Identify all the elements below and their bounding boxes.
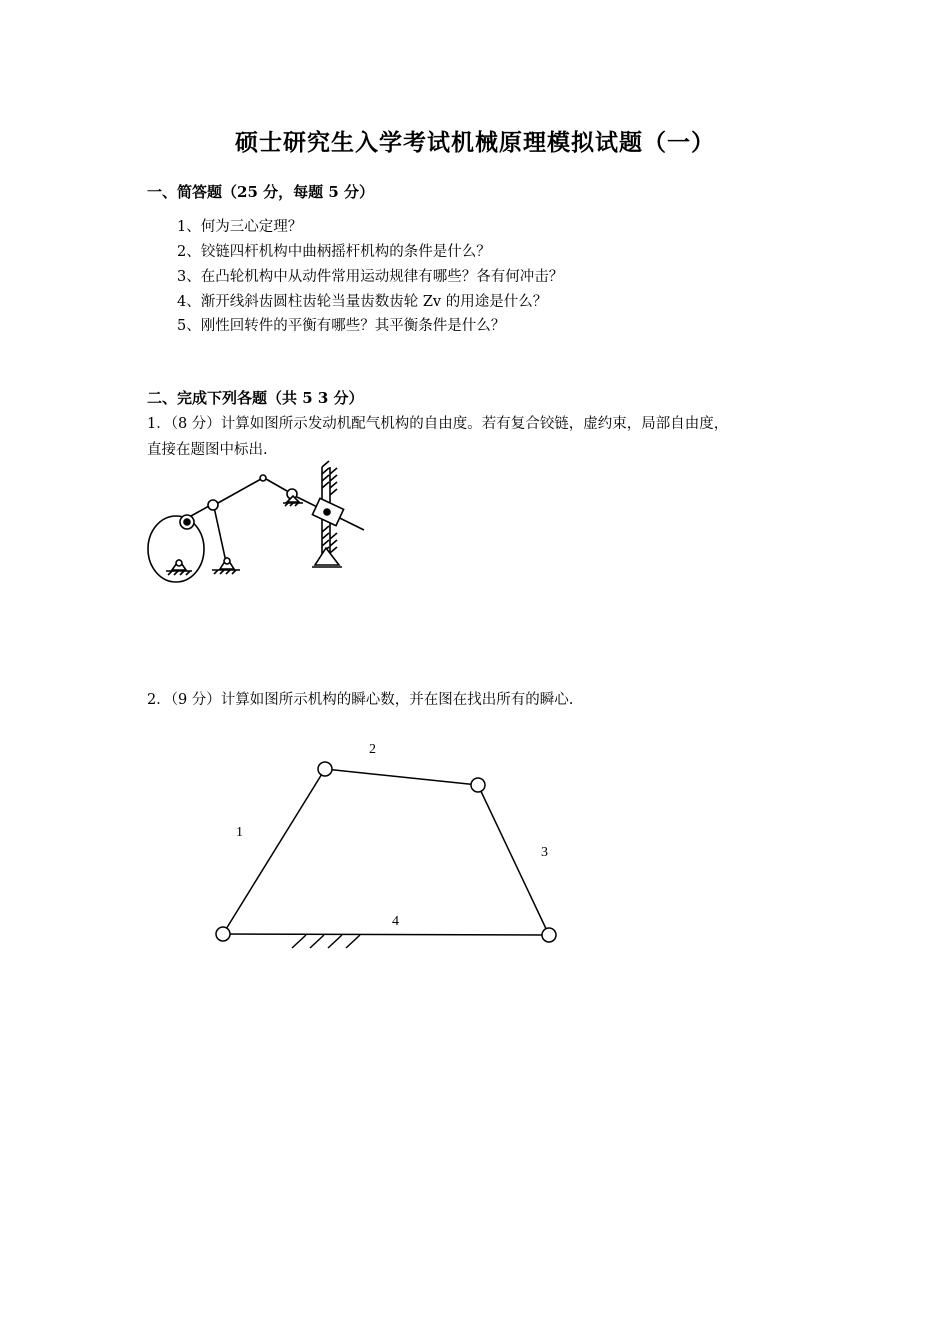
section2-heading: 二、完成下列各题（共 5 3 分） [147, 389, 364, 407]
link-label-3: 3 [541, 845, 548, 860]
joint-c [471, 778, 485, 792]
link-2 [325, 769, 478, 785]
section1-heading: 一、简答题（25 分，每题 5 分） [147, 183, 374, 201]
question-4: 4、渐开线斜齿圆柱齿轮当量齿数齿轮 Zv 的用途是什么？ [177, 294, 548, 310]
joint-d [542, 928, 556, 942]
link-label-4: 4 [392, 914, 399, 929]
joint-a [216, 927, 230, 941]
link-label-1: 1 [236, 825, 243, 840]
link-label-2: 2 [369, 742, 376, 757]
ground-hatch [292, 935, 306, 948]
question-2: 2、铰链四杆机构中曲柄摇杆机构的条件是什么？ [177, 244, 491, 260]
link-1 [223, 769, 325, 934]
question-3: 3、在凸轮机构中从动件常用运动规律有哪些？各有何冲击？ [177, 269, 564, 285]
problem1-text-line2: 直接在题图中标出. [147, 442, 268, 458]
problem2-text: 2．（9 分）计算如图所示机构的瞬心数，并在图在找出所有的瞬心. [147, 692, 574, 708]
problem1-text-line1: 1．（8 分）计算如图所示发动机配气机构的自由度。若有复合铰链，虚约束，局部自由度， [147, 416, 729, 432]
link-4 [223, 934, 549, 935]
page-title: 硕士研究生入学考试机械原理模拟试题（一） [235, 129, 715, 156]
question-1: 1、何为三心定理？ [177, 219, 303, 235]
joint-b [318, 762, 332, 776]
question-5: 5、刚性回转件的平衡有哪些？其平衡条件是什么？ [177, 318, 506, 334]
link-3 [478, 785, 549, 935]
